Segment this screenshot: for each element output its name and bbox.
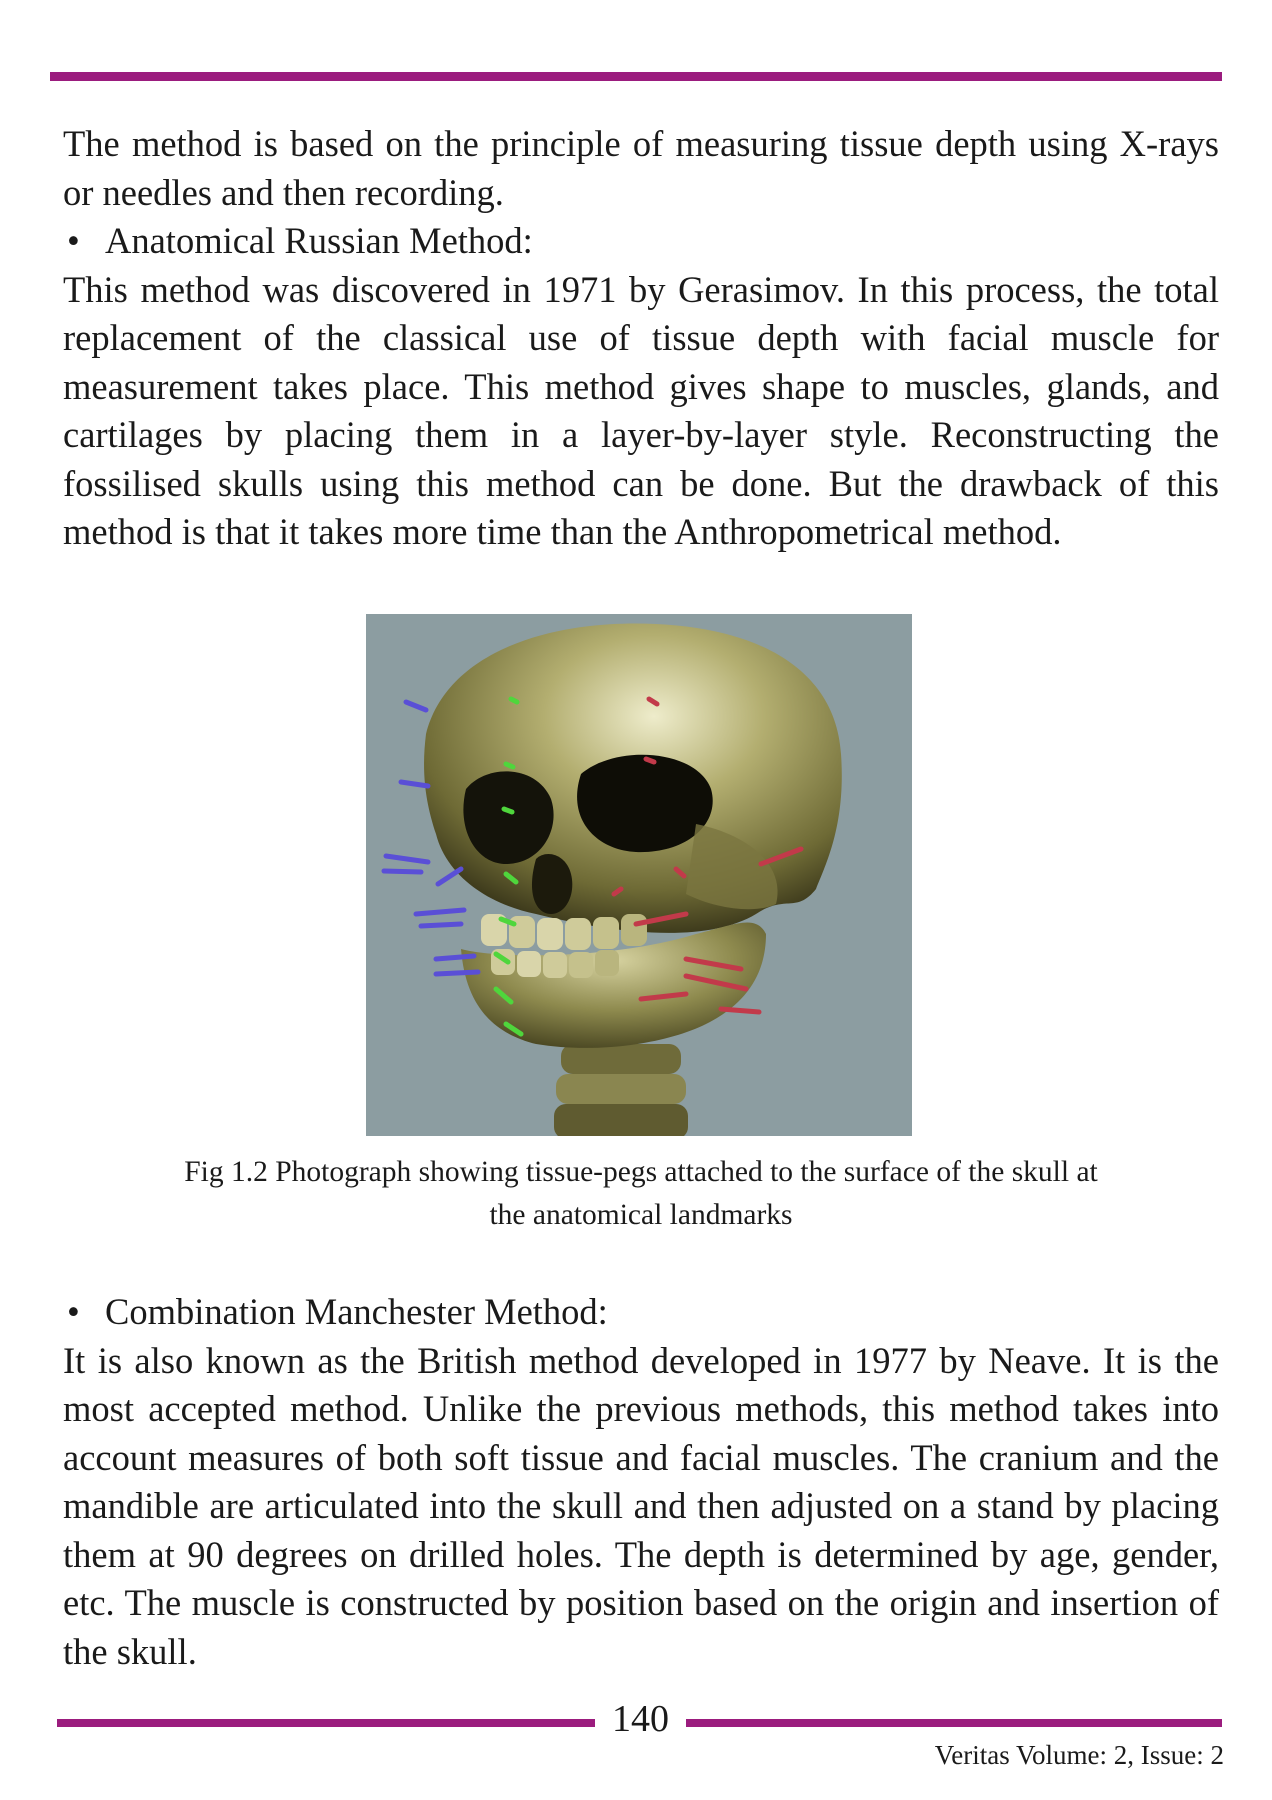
bottom-rule-left <box>57 1719 595 1727</box>
figure-caption <box>63 1151 1219 1237</box>
caption-line-1: Fig 1.2 Photograph showing tissue-pegs attached to the surface of the skull at <box>184 1156 1098 1188</box>
top-rule <box>50 72 1222 81</box>
journal-info: Veritas Volume: 2, Issue: 2 <box>934 1740 1224 1770</box>
skull-figure <box>366 614 912 1136</box>
manchester-method-paragraph: It is also known as the British method developed in 1977 by Neave. It is the most accepted method. Unlike the previous methods, this method takes into account measures of both soft tissue and facial muscles. The cranium and the mandible are articulated into the skull and then adjusted on a stand by placing them at 90 degrees on drilled holes. The depth is determined by age, gender, etc. The muscle is constructed by position based on the origin and insertion of the skull. <box>63 1339 1219 1672</box>
page-number: 140 <box>612 1698 669 1740</box>
section-russian-method <box>63 120 1219 557</box>
bullet-heading-russian <box>63 217 1219 266</box>
bullet-icon: • <box>67 220 80 261</box>
skull-illustration <box>366 614 912 1136</box>
russian-method-paragraph: This method was discovered in 1971 by Gerasimov. In this process, the total replacement of the classical use of tissue depth with facial muscle for measurement takes place. This method gives shape to muscles, glands, and cartilages by placing them in a layer-by-layer style. Reconstructing the fossilised skulls using this method can be done. But the drawback of this method is that it takes more time than the Anthropometrical method. <box>63 268 1219 552</box>
heading-russian-method: Anatomical Russian Method: <box>105 220 533 261</box>
caption-line-2: the anatomical landmarks <box>489 1199 793 1231</box>
bottom-rule-right <box>686 1719 1222 1727</box>
bullet-heading-manchester <box>63 1288 1219 1337</box>
heading-manchester-method: Combination Manchester Method: <box>105 1291 608 1332</box>
lower-teeth <box>491 949 619 978</box>
neck-vertebrae <box>554 1044 688 1136</box>
bullet-icon: • <box>67 1291 80 1332</box>
intro-paragraph: The method is based on the principle of measuring tissue depth using X-rays or needles and then recording. <box>63 123 1219 213</box>
section-manchester-method <box>63 1288 1219 1676</box>
